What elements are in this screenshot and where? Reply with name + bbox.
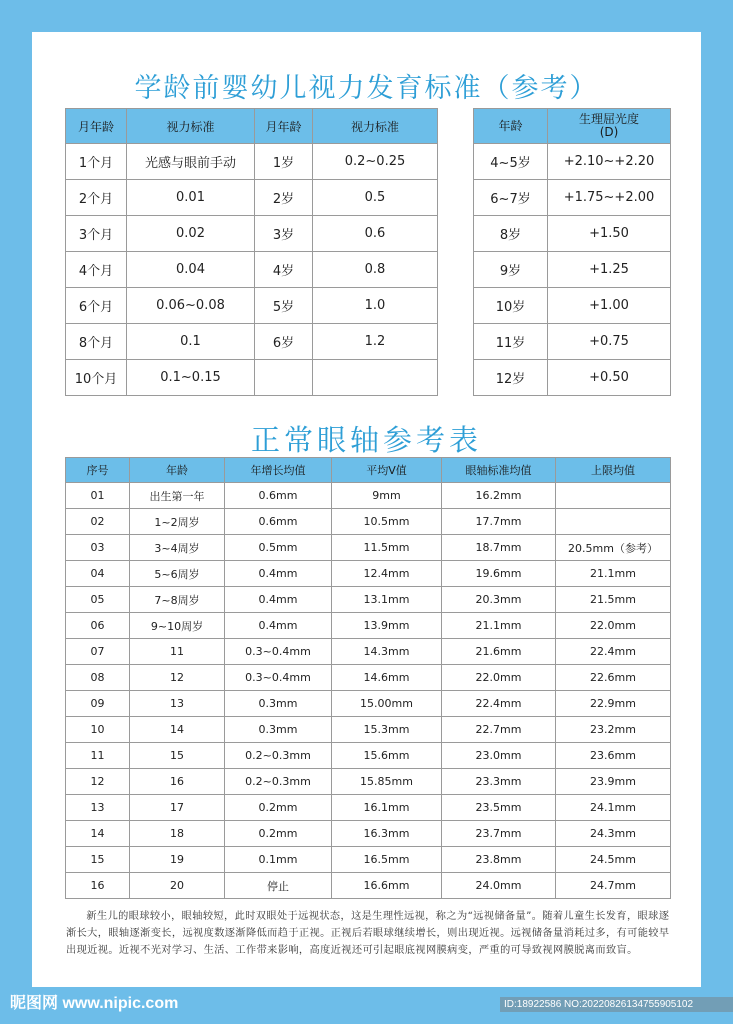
table-cell: 0.6mm bbox=[225, 483, 332, 509]
table-cell: 0.5mm bbox=[225, 535, 332, 561]
table-cell: 10个月 bbox=[66, 360, 127, 396]
table-cell: 21.1mm bbox=[556, 561, 671, 587]
table-cell: 2岁 bbox=[255, 180, 313, 216]
table-cell: 11 bbox=[130, 639, 225, 665]
table-cell: 22.4mm bbox=[556, 639, 671, 665]
table-cell: 8个月 bbox=[66, 324, 127, 360]
table-cell: 0.3mm bbox=[225, 691, 332, 717]
table-cell: 24.0mm bbox=[442, 873, 556, 899]
table-cell: 11岁 bbox=[474, 324, 548, 360]
header-cell: 序号 bbox=[66, 458, 130, 483]
table-cell: 14 bbox=[130, 717, 225, 743]
table-cell: 21.1mm bbox=[442, 613, 556, 639]
table-cell: 16.5mm bbox=[332, 847, 442, 873]
table-cell: +1.50 bbox=[548, 216, 671, 252]
table-cell: 3岁 bbox=[255, 216, 313, 252]
header-unit: (D) bbox=[599, 125, 619, 139]
table-cell: 0.1mm bbox=[225, 847, 332, 873]
table-cell: +0.75 bbox=[548, 324, 671, 360]
table-cell: 20.5mm（参考） bbox=[556, 535, 671, 561]
table-cell: 14.3mm bbox=[332, 639, 442, 665]
table-cell: 1.2 bbox=[313, 324, 438, 360]
header-cell: 月年龄 bbox=[66, 109, 127, 144]
watermark-id: ID:18922586 NO:20220826134755905102 bbox=[500, 997, 733, 1012]
table-cell: 22.9mm bbox=[556, 691, 671, 717]
table-cell: 23.5mm bbox=[442, 795, 556, 821]
table-row bbox=[474, 324, 671, 360]
header-cell: 上限均值 bbox=[556, 458, 671, 483]
table-cell: +1.00 bbox=[548, 288, 671, 324]
table-cell: 1.0 bbox=[313, 288, 438, 324]
table-cell: 1个月 bbox=[66, 144, 127, 180]
table-cell: 8岁 bbox=[474, 216, 548, 252]
table-cell: 16.1mm bbox=[332, 795, 442, 821]
table-cell: 10.5mm bbox=[332, 509, 442, 535]
table-row bbox=[474, 216, 671, 252]
table-cell: 0.04 bbox=[127, 252, 255, 288]
header-cell bbox=[548, 109, 671, 144]
table-cell: 15 bbox=[66, 847, 130, 873]
table-cell: 13 bbox=[66, 795, 130, 821]
table-row bbox=[66, 847, 671, 873]
table-row bbox=[66, 821, 671, 847]
table-cell: 22.4mm bbox=[442, 691, 556, 717]
table-cell: 1~2周岁 bbox=[130, 509, 225, 535]
table-row bbox=[66, 639, 671, 665]
table-row bbox=[66, 691, 671, 717]
table-cell: 02 bbox=[66, 509, 130, 535]
table-cell: 0.1~0.15 bbox=[127, 360, 255, 396]
table-cell: 24.5mm bbox=[556, 847, 671, 873]
header-cell: 视力标准 bbox=[313, 109, 438, 144]
table-cell: 9岁 bbox=[474, 252, 548, 288]
table-row bbox=[474, 252, 671, 288]
table-cell: 24.3mm bbox=[556, 821, 671, 847]
header-cell: 视力标准 bbox=[127, 109, 255, 144]
table-cell: 23.2mm bbox=[556, 717, 671, 743]
table-cell: 0.3~0.4mm bbox=[225, 639, 332, 665]
table-row bbox=[66, 483, 671, 509]
table-cell: 22.7mm bbox=[442, 717, 556, 743]
table-row bbox=[66, 216, 438, 252]
table-cell: 12.4mm bbox=[332, 561, 442, 587]
table-header-row bbox=[66, 458, 671, 483]
table-cell: 17.7mm bbox=[442, 509, 556, 535]
table-cell: 2个月 bbox=[66, 180, 127, 216]
table-row bbox=[66, 535, 671, 561]
table-row bbox=[66, 613, 671, 639]
table-cell: 23.9mm bbox=[556, 769, 671, 795]
table-cell: 18.7mm bbox=[442, 535, 556, 561]
table-row bbox=[66, 795, 671, 821]
table-row bbox=[66, 180, 438, 216]
vision-standard-table bbox=[65, 108, 438, 396]
table-cell: 出生第一年 bbox=[130, 483, 225, 509]
table-cell: 17 bbox=[130, 795, 225, 821]
table-cell: 0.6mm bbox=[225, 509, 332, 535]
table-cell: 13.1mm bbox=[332, 587, 442, 613]
table-row bbox=[66, 769, 671, 795]
table-cell: 3~4周岁 bbox=[130, 535, 225, 561]
table-cell: 0.2mm bbox=[225, 795, 332, 821]
table-cell: 15.85mm bbox=[332, 769, 442, 795]
table-row bbox=[66, 252, 438, 288]
table-cell: 07 bbox=[66, 639, 130, 665]
table-cell: 21.5mm bbox=[556, 587, 671, 613]
table-cell: 0.01 bbox=[127, 180, 255, 216]
table-cell: 9mm bbox=[332, 483, 442, 509]
table-cell: 23.6mm bbox=[556, 743, 671, 769]
table-cell: 0.2~0.3mm bbox=[225, 769, 332, 795]
table-cell: 0.2~0.25 bbox=[313, 144, 438, 180]
table-cell: 23.3mm bbox=[442, 769, 556, 795]
axial-length-title: 正常眼轴参考表 bbox=[250, 423, 482, 457]
table-cell: 15 bbox=[130, 743, 225, 769]
table-cell: 23.7mm bbox=[442, 821, 556, 847]
table-cell: 03 bbox=[66, 535, 130, 561]
table-cell: +2.10~+2.20 bbox=[548, 144, 671, 180]
table-cell: 10 bbox=[66, 717, 130, 743]
table-cell: 0.1 bbox=[127, 324, 255, 360]
table-cell: 15.6mm bbox=[332, 743, 442, 769]
table-cell: 11.5mm bbox=[332, 535, 442, 561]
table-cell: 6个月 bbox=[66, 288, 127, 324]
header-cell: 月年龄 bbox=[255, 109, 313, 144]
table-cell: 23.8mm bbox=[442, 847, 556, 873]
table-row bbox=[66, 360, 438, 396]
table-cell: 08 bbox=[66, 665, 130, 691]
table-cell: 光感与眼前手动 bbox=[127, 144, 255, 180]
table-cell: 11 bbox=[66, 743, 130, 769]
table-cell: 6~7岁 bbox=[474, 180, 548, 216]
table-row bbox=[66, 144, 438, 180]
table-cell: +0.50 bbox=[548, 360, 671, 396]
table-cell: 12岁 bbox=[474, 360, 548, 396]
table-cell: 0.4mm bbox=[225, 613, 332, 639]
table-header-row bbox=[474, 109, 671, 144]
table-cell: 停止 bbox=[225, 873, 332, 899]
table-cell bbox=[255, 360, 313, 396]
table-cell: 3个月 bbox=[66, 216, 127, 252]
table-cell: 20.3mm bbox=[442, 587, 556, 613]
refraction-table bbox=[473, 108, 671, 396]
table-cell: +1.25 bbox=[548, 252, 671, 288]
table-cell: 16 bbox=[66, 873, 130, 899]
watermark-logo: 昵图网 www.nipic.com bbox=[10, 995, 179, 1012]
table-cell: 16.2mm bbox=[442, 483, 556, 509]
table-cell: 15.3mm bbox=[332, 717, 442, 743]
table-cell: 0.6 bbox=[313, 216, 438, 252]
table-cell bbox=[556, 509, 671, 535]
table-cell: 0.3~0.4mm bbox=[225, 665, 332, 691]
table-cell: 6岁 bbox=[255, 324, 313, 360]
table-cell bbox=[313, 360, 438, 396]
table-cell: 0.3mm bbox=[225, 717, 332, 743]
table-row bbox=[474, 180, 671, 216]
table-cell: 06 bbox=[66, 613, 130, 639]
table-cell: 10岁 bbox=[474, 288, 548, 324]
table-row bbox=[66, 288, 438, 324]
table-row bbox=[474, 144, 671, 180]
table-row bbox=[66, 717, 671, 743]
table-cell: 19.6mm bbox=[442, 561, 556, 587]
table-cell: 4个月 bbox=[66, 252, 127, 288]
table-cell: 4岁 bbox=[255, 252, 313, 288]
header-cell: 年增长均值 bbox=[225, 458, 332, 483]
table-cell: 13 bbox=[130, 691, 225, 717]
table-cell: 22.6mm bbox=[556, 665, 671, 691]
table-cell: 5岁 bbox=[255, 288, 313, 324]
table-row bbox=[474, 288, 671, 324]
table-row bbox=[66, 561, 671, 587]
header-cell: 平均V值 bbox=[332, 458, 442, 483]
table-cell: 1岁 bbox=[255, 144, 313, 180]
table-row bbox=[66, 873, 671, 899]
table-cell: 14.6mm bbox=[332, 665, 442, 691]
table-cell: 0.8 bbox=[313, 252, 438, 288]
table-cell: 4~5岁 bbox=[474, 144, 548, 180]
vision-standard-title: 学龄前婴幼儿视力发育标准（参考） bbox=[134, 73, 599, 104]
table-cell: 5~6周岁 bbox=[130, 561, 225, 587]
table-cell: 0.4mm bbox=[225, 561, 332, 587]
table-cell: 12 bbox=[130, 665, 225, 691]
axial-length-table bbox=[65, 457, 671, 899]
table-cell: 24.7mm bbox=[556, 873, 671, 899]
table-cell bbox=[556, 483, 671, 509]
poster-sheet bbox=[32, 32, 701, 987]
table-cell: 14 bbox=[66, 821, 130, 847]
table-cell: +1.75~+2.00 bbox=[548, 180, 671, 216]
table-cell: 16 bbox=[130, 769, 225, 795]
table-cell: 19 bbox=[130, 847, 225, 873]
table-cell: 9~10周岁 bbox=[130, 613, 225, 639]
table-row bbox=[66, 509, 671, 535]
table-cell: 16.6mm bbox=[332, 873, 442, 899]
table-cell: 05 bbox=[66, 587, 130, 613]
table-cell: 12 bbox=[66, 769, 130, 795]
header-cell: 年龄 bbox=[474, 109, 548, 144]
table-cell: 0.5 bbox=[313, 180, 438, 216]
table-header-row bbox=[66, 109, 438, 144]
table-row bbox=[66, 324, 438, 360]
table-row bbox=[474, 360, 671, 396]
table-cell: 7~8周岁 bbox=[130, 587, 225, 613]
header-cell: 眼轴标准均值 bbox=[442, 458, 556, 483]
table-cell: 01 bbox=[66, 483, 130, 509]
table-cell: 13.9mm bbox=[332, 613, 442, 639]
table-cell: 22.0mm bbox=[556, 613, 671, 639]
table-row bbox=[66, 743, 671, 769]
table-cell: 20 bbox=[130, 873, 225, 899]
table-row bbox=[66, 665, 671, 691]
header-label: 生理屈光度 bbox=[578, 112, 639, 126]
explanation-paragraph: 新生儿的眼球较小，眼轴较短，此时双眼处于远视状态，这是生理性远视，称之为“远视储备量”。随着儿童生长发育，眼球逐渐长大，眼轴逐渐变长，远视度数逐渐降低而趋于正视。正视后若眼球继续增长，则出现近视。远视储备量消耗过多，有可能较早出现近视。近视不光对学习、生活、工作带来影响，高度近视还可引起眼底视网膜病变，严重的可导致视网膜脱离而致盲。 bbox=[66, 911, 670, 956]
table-cell: 0.2mm bbox=[225, 821, 332, 847]
table-cell: 04 bbox=[66, 561, 130, 587]
table-cell: 15.00mm bbox=[332, 691, 442, 717]
table-cell: 22.0mm bbox=[442, 665, 556, 691]
table-cell: 23.0mm bbox=[442, 743, 556, 769]
table-cell: 16.3mm bbox=[332, 821, 442, 847]
table-cell: 09 bbox=[66, 691, 130, 717]
table-cell: 0.02 bbox=[127, 216, 255, 252]
table-cell: 21.6mm bbox=[442, 639, 556, 665]
header-cell: 年龄 bbox=[130, 458, 225, 483]
table-cell: 0.2~0.3mm bbox=[225, 743, 332, 769]
table-row bbox=[66, 587, 671, 613]
table-cell: 0.06~0.08 bbox=[127, 288, 255, 324]
table-cell: 24.1mm bbox=[556, 795, 671, 821]
table-cell: 18 bbox=[130, 821, 225, 847]
table-cell: 0.4mm bbox=[225, 587, 332, 613]
